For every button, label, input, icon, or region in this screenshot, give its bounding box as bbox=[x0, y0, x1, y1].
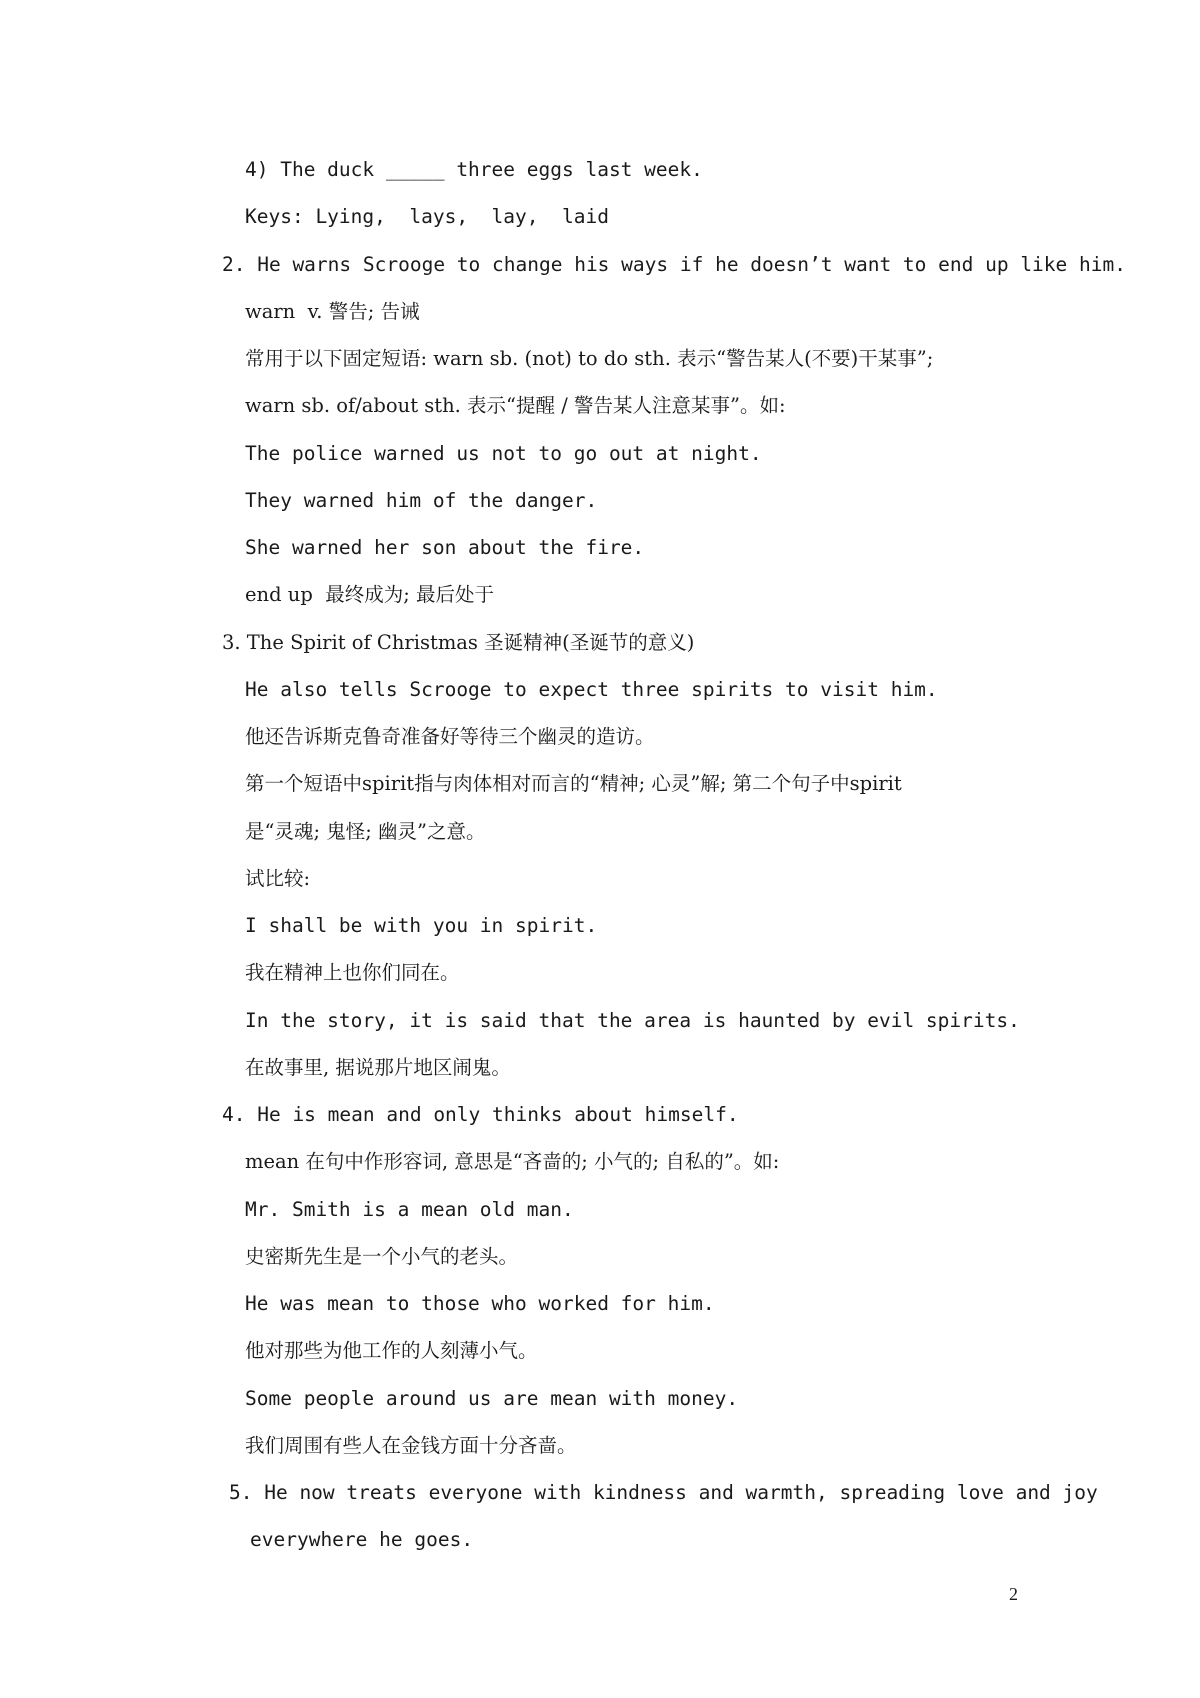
warn-usage-1: 常用于以下固定短语: warn sb. (not) to do sth. 表示“警告某人(不要)干某事”; bbox=[245, 347, 934, 370]
translation-line: 他还告诉斯克鲁奇准备好等待三个幽灵的造访。 bbox=[245, 725, 655, 748]
example-sentence: Some people around us are mean with money. bbox=[245, 1387, 739, 1410]
translation-line: 我们周围有些人在金钱方面十分吝啬。 bbox=[245, 1434, 577, 1457]
example-sentence: I shall be with you in spirit. bbox=[245, 914, 598, 937]
page-number: 2 bbox=[1009, 1584, 1018, 1604]
example-sentence: Mr. Smith is a mean old man. bbox=[245, 1198, 574, 1221]
warn-usage-2: warn sb. of/about sth. 表示“提醒 / 警告某人注意某事”。如: bbox=[245, 394, 786, 417]
mean-definition: mean 在句中作形容词, 意思是“吝啬的; 小气的; 自私的”。如: bbox=[245, 1150, 780, 1173]
explanation-line: 是“灵魂; 鬼怪; 幽灵”之意。 bbox=[245, 820, 486, 843]
compare-label: 试比较: bbox=[245, 867, 311, 890]
warn-definition: warn v. 警告; 告诫 bbox=[245, 300, 420, 323]
exercise-4-line: 4) The duck _____ three eggs last week. bbox=[245, 158, 703, 181]
example-sentence: In the story, it is said that the area is haunted by evil spirits. bbox=[245, 1009, 1020, 1032]
explanation-line: 第一个短语中spirit指与肉体相对而言的“精神; 心灵”解; 第二个句子中spirit bbox=[245, 772, 902, 795]
example-sentence: The police warned us not to go out at night. bbox=[245, 442, 762, 465]
example-sentence: She warned her son about the fire. bbox=[245, 536, 645, 559]
end-up-definition: end up 最终成为; 最后处于 bbox=[245, 583, 494, 606]
heading-2: 2. He warns Scrooge to change his ways if he doesn’t want to end up like him. bbox=[222, 253, 1126, 276]
example-sentence: He also tells Scrooge to expect three spirits to visit him. bbox=[245, 678, 938, 701]
translation-line: 史密斯先生是一个小气的老头。 bbox=[245, 1245, 519, 1268]
heading-4: 4. He is mean and only thinks about himself. bbox=[222, 1103, 739, 1126]
example-sentence: They warned him of the danger. bbox=[245, 489, 598, 512]
heading-3: 3. The Spirit of Christmas 圣诞精神(圣诞节的意义) bbox=[222, 631, 695, 654]
heading-5: 5. He now treats everyone with kindness and warmth, spreading love and joy bbox=[229, 1481, 1098, 1504]
example-sentence: He was mean to those who worked for him. bbox=[245, 1292, 715, 1315]
keys-line: Keys: Lying, lays, lay, laid bbox=[245, 205, 609, 228]
heading-5-continuation: everywhere he goes. bbox=[250, 1528, 474, 1551]
translation-line: 在故事里, 据说那片地区闹鬼。 bbox=[245, 1056, 511, 1079]
translation-line: 他对那些为他工作的人刻薄小气。 bbox=[245, 1339, 538, 1362]
translation-line: 我在精神上也你们同在。 bbox=[245, 961, 460, 984]
